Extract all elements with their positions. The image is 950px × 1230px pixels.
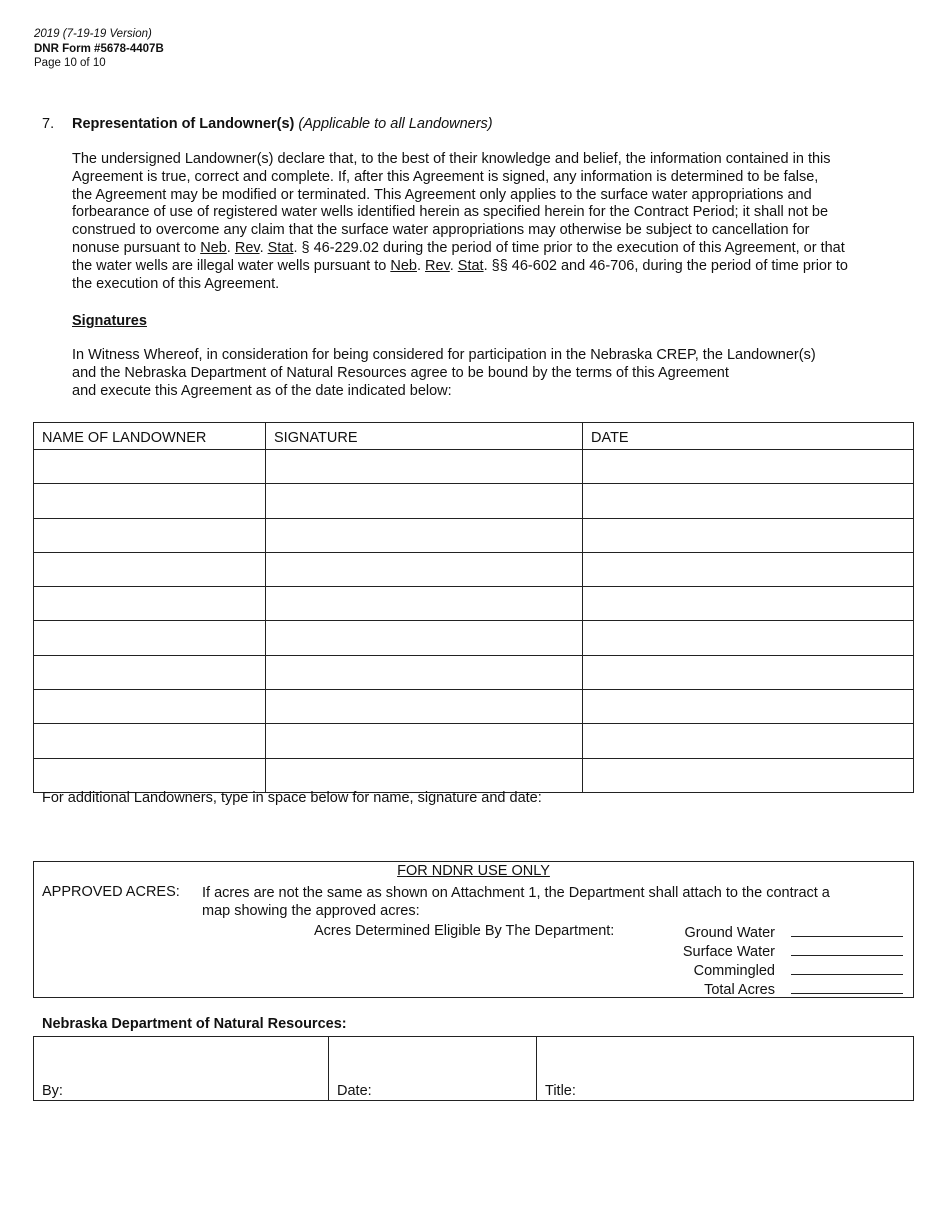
form-version: 2019 (7-19-19 Version) bbox=[34, 28, 152, 40]
landowner-name-cell[interactable] bbox=[34, 552, 266, 586]
table-row bbox=[34, 587, 914, 621]
acre-types-list bbox=[683, 923, 903, 999]
date-cell[interactable] bbox=[583, 655, 914, 689]
surface-water-acres-field[interactable] bbox=[791, 942, 903, 956]
landowner-name-cell[interactable] bbox=[34, 621, 266, 655]
paragraph-line: Agreement is true, correct and complete. If, after this Agreement is signed, any information is determined to be false, bbox=[72, 168, 819, 185]
paragraph-line: the Agreement may be modified or terminated. This Agreement only applies to the surface water appropriations and bbox=[72, 186, 812, 203]
acre-type-label: Commingled bbox=[693, 963, 775, 979]
date-cell[interactable] bbox=[583, 758, 914, 792]
representation-paragraph bbox=[72, 151, 912, 293]
table-row bbox=[34, 552, 914, 586]
table-row bbox=[34, 484, 914, 518]
signature-cell[interactable] bbox=[266, 587, 583, 621]
document-header bbox=[34, 27, 164, 71]
dept-signature-table bbox=[33, 1036, 914, 1101]
table-row bbox=[34, 450, 914, 484]
signature-cell[interactable] bbox=[266, 552, 583, 586]
landowner-name-cell[interactable] bbox=[34, 758, 266, 792]
signatures-heading: Signatures bbox=[72, 313, 147, 329]
ground-water-acres-field[interactable] bbox=[791, 923, 903, 937]
text-line: If acres are not the same as shown on Attachment 1, the Department shall attach to the contract a bbox=[202, 885, 830, 901]
date-cell[interactable] bbox=[583, 484, 914, 518]
signature-table bbox=[33, 422, 914, 793]
commingled-acres-field[interactable] bbox=[791, 961, 903, 975]
statute-abbrev: Rev bbox=[234, 239, 260, 256]
table-header-row bbox=[34, 423, 914, 450]
table-row bbox=[34, 655, 914, 689]
signature-cell[interactable] bbox=[266, 484, 583, 518]
landowner-name-cell[interactable] bbox=[34, 724, 266, 758]
date-cell[interactable] bbox=[583, 518, 914, 552]
date-cell[interactable] bbox=[583, 621, 914, 655]
statute-abbrev: Stat bbox=[457, 257, 484, 274]
paragraph-line: construed to overcome any claim that the surface water appropriations may otherwise be subject to cancellation for bbox=[72, 222, 810, 239]
paragraph-line: and execute this Agreement as of the date indicated below: bbox=[72, 382, 452, 399]
signature-cell[interactable] bbox=[266, 621, 583, 655]
signature-cell[interactable] bbox=[266, 758, 583, 792]
dept-heading: Nebraska Department of Natural Resources: bbox=[42, 1016, 347, 1032]
section-title bbox=[42, 116, 493, 132]
date-cell[interactable] bbox=[583, 690, 914, 724]
section-number: 7. bbox=[42, 116, 55, 132]
statute-abbrev: Rev bbox=[425, 257, 450, 274]
signature-cell[interactable] bbox=[266, 724, 583, 758]
column-header-name: NAME OF LANDOWNER bbox=[34, 423, 266, 450]
page-number: Page 10 of 10 bbox=[34, 57, 106, 69]
landowner-name-cell[interactable] bbox=[34, 655, 266, 689]
text-run: . § 46-229.02 during the period of time prior to the execution of this Agreement, or that bbox=[293, 239, 845, 256]
date-cell[interactable] bbox=[583, 724, 914, 758]
ndnr-use-box bbox=[33, 861, 914, 998]
total-acres-field[interactable] bbox=[791, 980, 903, 994]
witness-paragraph bbox=[72, 347, 816, 400]
approved-acres-label: APPROVED ACRES: bbox=[42, 884, 180, 900]
ndnr-box-title bbox=[34, 863, 913, 879]
ndnr-box-title-text: FOR NDNR USE ONLY bbox=[397, 863, 550, 879]
landowner-name-cell[interactable] bbox=[34, 484, 266, 518]
landowner-name-cell[interactable] bbox=[34, 690, 266, 724]
statute-abbrev: Neb bbox=[390, 257, 417, 274]
paragraph-line: nonuse pursuant to Neb. Rev. Stat. § 46-229.02 during the period of time prior to the execution of this Agreement, or that bbox=[72, 239, 845, 256]
signature-cell[interactable] bbox=[266, 655, 583, 689]
table-row bbox=[34, 621, 914, 655]
table-row bbox=[34, 724, 914, 758]
paragraph-line: The undersigned Landowner(s) declare that, to the best of their knowledge and belief, the information contained in this bbox=[72, 151, 831, 167]
date-field[interactable]: Date: bbox=[329, 1037, 537, 1101]
paragraph-line: and the Nebraska Department of Natural Resources agree to be bound by the terms of this Agreement bbox=[72, 364, 729, 381]
paragraph-line: In Witness Whereof, in consideration for being considered for participation in the Nebraska CREP, the Landowner(s) bbox=[72, 347, 816, 363]
statute-abbrev: Stat bbox=[267, 239, 294, 256]
text-run: the water wells are illegal water wells pursuant to bbox=[72, 257, 391, 274]
signature-cell[interactable] bbox=[266, 450, 583, 484]
statute-abbrev: Neb bbox=[200, 239, 227, 256]
form-number: DNR Form #5678-4407B bbox=[34, 42, 164, 55]
acre-type-label: Total Acres bbox=[704, 982, 775, 998]
landowner-name-cell[interactable] bbox=[34, 518, 266, 552]
table-row bbox=[34, 518, 914, 552]
section-subtitle: (Applicable to all Landowners) bbox=[298, 116, 493, 132]
acre-row-ground-water bbox=[683, 923, 903, 942]
landowner-name-cell[interactable] bbox=[34, 587, 266, 621]
date-cell[interactable] bbox=[583, 587, 914, 621]
text-run: . §§ 46-602 and 46-706, during the period of time prior to bbox=[483, 257, 848, 274]
acre-type-label: Ground Water bbox=[684, 925, 775, 941]
text-run: nonuse pursuant to bbox=[72, 239, 201, 256]
eligible-acres-label: Acres Determined Eligible By The Department: bbox=[314, 923, 615, 939]
signature-cell[interactable] bbox=[266, 518, 583, 552]
table-row bbox=[34, 758, 914, 792]
date-cell[interactable] bbox=[583, 552, 914, 586]
table-row bbox=[34, 1037, 914, 1101]
table-row bbox=[34, 690, 914, 724]
acre-type-label: Surface Water bbox=[682, 944, 775, 960]
text-line: map showing the approved acres: bbox=[202, 903, 420, 919]
section-heading: Representation of Landowner(s) bbox=[72, 116, 295, 132]
paragraph-line: forbearance of use of registered water wells identified herein as specified herein for the Contract Period; it shall not be bbox=[72, 204, 829, 221]
date-cell[interactable] bbox=[583, 450, 914, 484]
paragraph-line: the execution of this Agreement. bbox=[72, 275, 280, 292]
landowner-name-cell[interactable] bbox=[34, 450, 266, 484]
column-header-date: DATE bbox=[583, 423, 914, 450]
signature-cell[interactable] bbox=[266, 690, 583, 724]
title-field[interactable]: Title: bbox=[537, 1037, 914, 1101]
acre-row-commingled bbox=[683, 961, 903, 980]
by-field[interactable]: By: bbox=[34, 1037, 329, 1101]
approved-acres-text bbox=[202, 884, 902, 920]
acre-row-total bbox=[683, 980, 903, 999]
additional-landowners-note: For additional Landowners, type in space below for name, signature and date: bbox=[42, 790, 542, 806]
paragraph-line: the water wells are illegal water wells pursuant to Neb. Rev. Stat. §§ 46-602 and 46-706, during the period of time prior to bbox=[72, 257, 848, 274]
column-header-signature: SIGNATURE bbox=[266, 423, 583, 450]
acre-row-surface-water bbox=[683, 942, 903, 961]
